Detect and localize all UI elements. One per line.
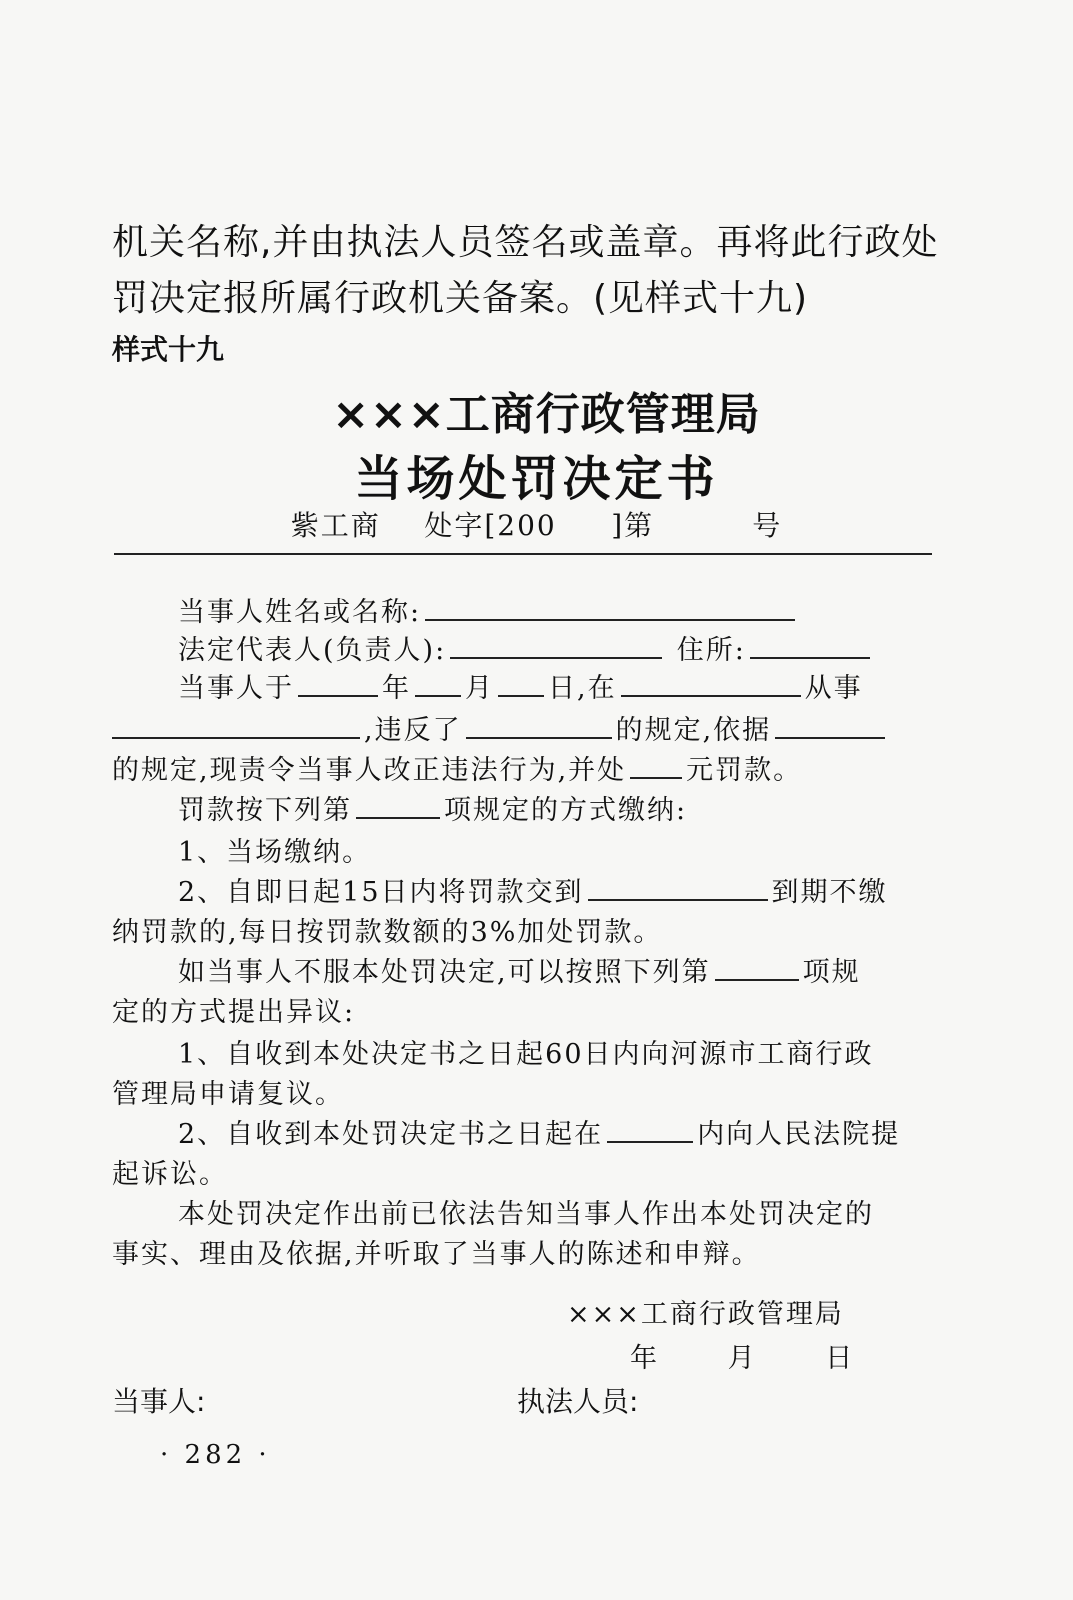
party-name-row [178,590,799,629]
obj2-text-a: 2、自收到本处罚决定书之日起在 [178,1119,604,1150]
objection-text-b: 项规 [802,957,861,988]
signing-authority: ×××工商行政管理局 [567,1299,844,1330]
payment-option-1: 1、当场缴纳。 [178,837,372,868]
residence-blank[interactable] [750,656,870,659]
objection-row [178,950,861,989]
doc-number-suffix: ]第 [611,509,655,542]
party-name-blank[interactable] [425,618,795,621]
signature-year: 年 [630,1343,657,1374]
objection-item-blank[interactable] [715,978,799,981]
objection-text-a: 如当事人不服本处罚决定,可以按照下列第 [178,957,711,988]
payment-place-blank[interactable] [588,898,768,901]
fine-unit-label: 元罚款。 [686,755,803,786]
intro-line-1: 机关名称,并由执法人员签名或盖章。再将此行政处 [112,222,939,263]
payment-item-blank[interactable] [356,816,440,819]
place-blank[interactable] [621,694,801,697]
payment-intro-row [178,788,687,827]
page-number: · 282 · [160,1440,271,1470]
party-name-label: 当事人姓名或名称: [178,597,422,628]
pay2-text-a: 2、自即日起15日内将罚款交到 [178,877,584,908]
obj2-text-b: 内向人民法院提 [697,1119,901,1150]
year-blank[interactable] [298,694,378,697]
title-document: 当场处罚决定书 [354,451,719,507]
notice-line-1: 本处罚决定作出前已依法告知当事人作出本处罚决定的 [178,1199,874,1230]
engaged-label: 从事 [804,673,863,704]
pay2-text-c: 纳罚款的,每日按罚款数额的3%加处罚款。 [112,917,663,948]
order-text: 的规定,现责令当事人改正违法行为,并处 [112,755,627,786]
doc-number-prefix: 紫工商 [290,509,381,542]
basis-blank[interactable] [775,736,885,739]
payment-option-2-row [178,870,888,909]
order-row [112,748,802,787]
doc-number-mid: 处字[200 [424,509,557,542]
provisions-basis-label: 的规定,依据 [615,715,772,746]
date-intro-label: 当事人于 [178,673,294,704]
objection-option-2-row [178,1112,900,1151]
party-signature-label: 当事人: [112,1385,206,1418]
day-at-label: 日,在 [548,673,617,704]
notice-line-2: 事实、理由及依据,并听取了当事人的陈述和申辩。 [112,1239,761,1270]
day-blank[interactable] [498,694,544,697]
signature-day: 日 [825,1343,853,1374]
sample-label: 样式十九 [112,333,225,366]
legal-rep-blank[interactable] [450,656,662,659]
lawsuit-period-blank[interactable] [607,1140,693,1143]
violation-row [112,708,889,747]
violated-label: ,违反了 [364,715,462,746]
residence-label: 住所: [676,635,746,666]
document-number [0,504,1073,544]
legal-rep-label: 法定代表人(负责人): [178,635,447,666]
signature-month: 月 [727,1343,755,1374]
fine-amount-blank[interactable] [630,776,682,779]
header-divider [114,553,932,555]
date-row [178,666,863,705]
payment-intro-end: 项规定的方式缴纳: [444,795,688,826]
year-label: 年 [382,673,411,704]
objection-option-1b: 管理局申请复议。 [112,1079,344,1110]
activity-blank[interactable] [112,736,360,739]
violated-provision-blank[interactable] [466,736,612,739]
month-label: 月 [465,673,494,704]
signature-date [630,1336,852,1375]
pay2-text-b: 到期不缴 [771,877,888,908]
title-authority: ×××工商行政管理局 [332,389,761,440]
payment-intro-label: 罚款按下列第 [178,795,352,826]
objection-text-c: 定的方式提出异议: [112,997,356,1028]
doc-number-end: 号 [752,509,783,542]
obj2-text-c: 起诉讼。 [112,1159,228,1190]
officer-signature-label: 执法人员: [517,1385,639,1418]
legal-rep-row [178,628,874,667]
objection-option-1a: 1、自收到本处决定书之日起60日内向河源市工商行政 [178,1039,874,1070]
intro-line-2: 罚决定报所属行政机关备案。(见样式十九) [112,278,809,319]
month-blank[interactable] [415,694,461,697]
